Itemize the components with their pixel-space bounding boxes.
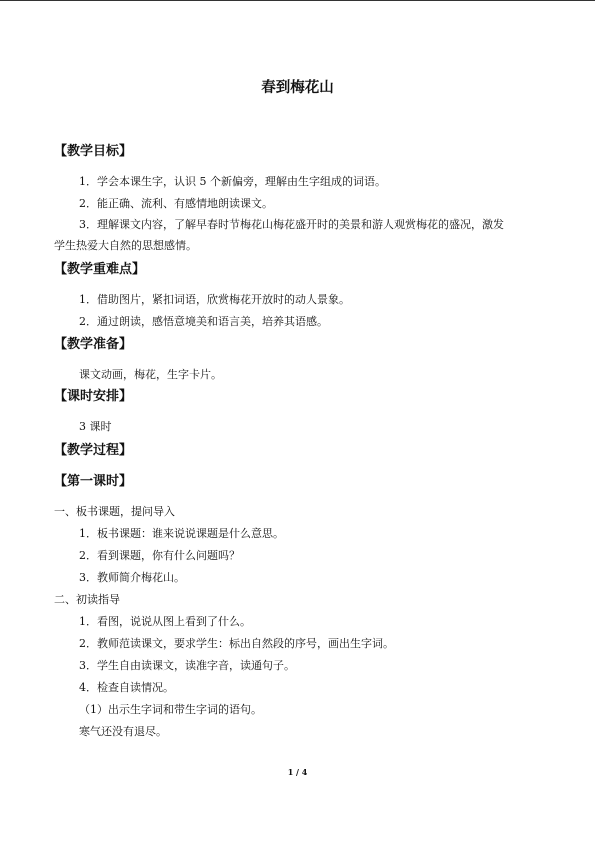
heading-first-lesson: 【第一课时】 xyxy=(54,474,133,489)
goal-item-1: 1．学会本课生字，认识 5 个新偏旁，理解由生字组成的词语。 xyxy=(79,175,386,188)
section-two-title: 二、初读指导 xyxy=(54,593,120,606)
page-top-rule xyxy=(0,0,595,1)
heading-preparation: 【教学准备】 xyxy=(54,337,133,352)
preparation-text: 课文动画，梅花，生字卡片。 xyxy=(79,368,222,381)
section-two-sub-item: （1）出示生字词和带生字词的语句。 xyxy=(79,703,262,716)
section-two-item-3: 3．学生自由读课文，读准字音，读通句子。 xyxy=(79,659,295,672)
heading-teaching-goals: 【教学目标】 xyxy=(54,144,133,159)
section-two-item-2: 2．教师范读课文，要求学生：标出自然段的序号，画出生字词。 xyxy=(79,637,394,650)
goal-item-3-continued: 学生热爱大自然的思想感情。 xyxy=(54,239,197,252)
heading-key-points: 【教学重难点】 xyxy=(54,262,146,277)
section-one-item-3: 3．教师简介梅花山。 xyxy=(79,571,185,584)
schedule-text: 3 课时 xyxy=(79,420,112,433)
key-point-item-2: 2．通过朗读，感悟意境美和语言美，培养其语感。 xyxy=(79,315,328,328)
page-number: 1 / 4 xyxy=(287,767,308,777)
goal-item-3: 3．理解课文内容，了解早春时节梅花山梅花盛开时的美景和游人观赏梅花的盛况，激发 xyxy=(79,218,504,231)
section-two-item-1: 1．看图，说说从图上看到了什么。 xyxy=(79,615,251,628)
section-one-item-1: 1．板书课题：谁来说说课题是什么意思。 xyxy=(79,527,284,540)
key-point-item-1: 1．借助图片，紧扣词语，欣赏梅花开放时的动人景象。 xyxy=(79,293,350,306)
heading-process: 【教学过程】 xyxy=(54,443,133,458)
section-one-title: 一、板书课题，提问导入 xyxy=(54,505,175,518)
section-one-item-2: 2．看到课题，你有什么问题吗？ xyxy=(79,549,240,562)
document-title: 春到梅花山 xyxy=(261,80,334,96)
goal-item-2: 2．能正确、流利、有感情地朗读课文。 xyxy=(79,197,273,210)
heading-schedule: 【课时安排】 xyxy=(54,389,133,404)
section-two-item-4: 4．检查自读情况。 xyxy=(79,681,174,694)
section-two-example: 寒气还没有退尽。 xyxy=(79,725,167,738)
